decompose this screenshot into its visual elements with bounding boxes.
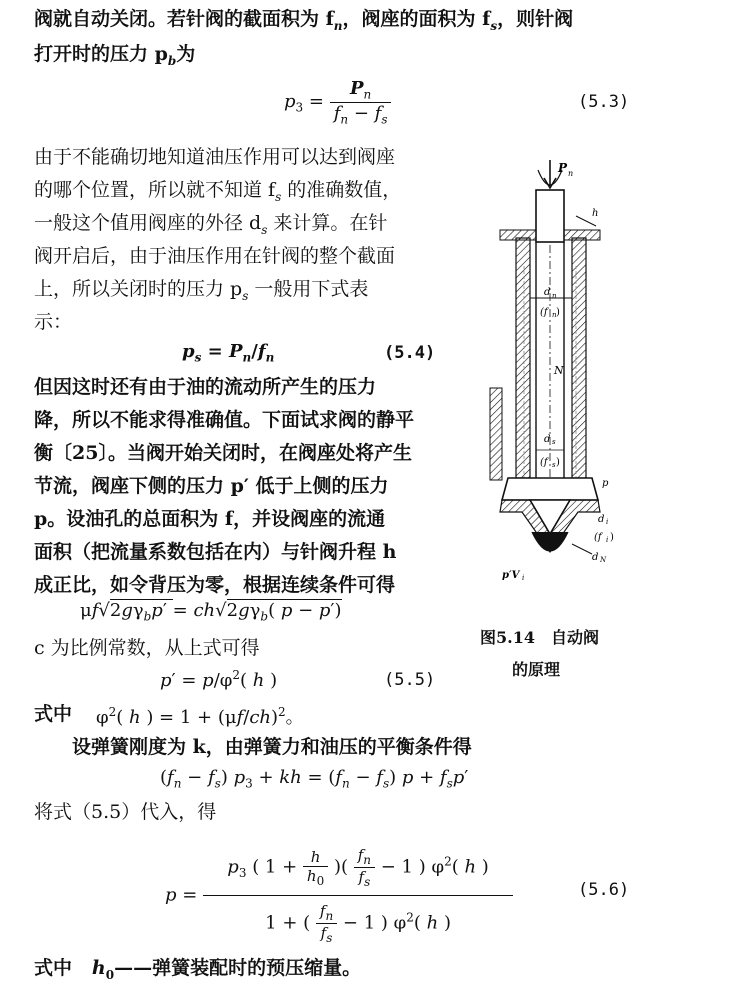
label-dn: d: [544, 287, 551, 298]
label-N: N: [554, 364, 564, 377]
equation-number-5-6: (5.6): [578, 880, 630, 900]
label-fi: (f: [594, 532, 602, 543]
text-line-2: 打开时的压力 $p_b$为: [34, 43, 196, 68]
svg-text:h: h: [592, 208, 599, 219]
label-di: d: [598, 514, 605, 525]
para-line: 式中 $h_0——$弹簧装配时的预压缩量。: [34, 957, 362, 982]
para-line: 设弹簧刚度为 k，由弹簧力和油压的平衡条件得: [72, 736, 472, 758]
para-line: 成正比，如令背压为零，根据连续条件可得: [34, 574, 396, 596]
equation-phi: $\varphi^2$( h ) = $1 + (\mu f/ch)^2$。: [96, 705, 304, 728]
para-line: 衡〔25〕。当阀开始关闭时，在阀座处将产生: [34, 442, 412, 464]
svg-text:): ): [556, 457, 560, 468]
equation-5-3: $p_3$ = $\frac{P_n}{f_n - f_s}$: [284, 78, 391, 126]
para-line: 的哪个位置，所以就不知道 $f_s$ 的准确数值，: [34, 179, 402, 204]
svg-text:i: i: [522, 574, 525, 582]
para-line: 示：: [34, 311, 73, 333]
para-line: 但因这时还有由于油的流动所产生的压力: [34, 376, 377, 398]
svg-text:): ): [556, 307, 560, 318]
para-line: 一般这个值用阀座的外径 $d_s$ 来计算。在针: [34, 212, 388, 237]
para-line: 将式（5.5）代入，得: [34, 801, 217, 823]
label-ds: d: [544, 434, 551, 445]
figure-caption-line-1: 图5.14 自动阀: [480, 628, 599, 647]
svg-text:s: s: [552, 461, 556, 469]
svg-text:n: n: [568, 169, 574, 178]
label-dN: d: [592, 552, 599, 563]
label-pV: p′V: [502, 570, 520, 581]
para-line: 降，所以不能求得准确值。下面试求阀的静平: [34, 409, 415, 431]
figure-caption-line-2: 的原理: [512, 660, 561, 679]
equation-number-5-5: (5.5): [384, 670, 436, 690]
svg-text:n: n: [552, 311, 557, 319]
equation-5-5: $p' = p/\varphi^2$( h ): [160, 668, 278, 691]
label-p: p: [602, 478, 609, 489]
para-line: 式中: [34, 703, 73, 725]
equation-5-6: p = $p_3$ ( 1 + $\frac{h}{h_0}$ )( $\frac{f_n}{f_s}$ − 1 ) $\varphi^2$( h ) 1 + ( $\frac{f_n}{f_s}$ − 1 ) $\varphi^2$( h ): [165, 846, 513, 945]
equation-number-5-4: (5.4): [384, 343, 436, 363]
equation-number-5-3: (5.3): [578, 92, 630, 112]
svg-text:i: i: [606, 518, 609, 526]
para-line: 上，所以关闭时的压力 $p_s$ 一般用下式表: [34, 278, 369, 303]
label-fs: (f: [540, 457, 548, 468]
para-line: p。设油孔的总面积为 f，并设阀座的流通: [34, 508, 386, 530]
label-fn: (f: [540, 307, 548, 318]
equation-continuity: $\mu f√2g\gamma_bp' = ch√2g\gamma_b$( p − p′): [80, 600, 342, 624]
svg-text:s: s: [552, 438, 556, 446]
para-line: c 为比例常数，从上式可得: [34, 637, 260, 659]
equation-balance: $(f_n - f_s) p_3$ + kh = $(f_n - f_s) p + f_sp'$: [160, 767, 469, 791]
para-line: 阀开启后，由于油压作用在针阀的整个截面: [34, 245, 396, 267]
svg-text:N: N: [600, 556, 607, 564]
svg-text:): ): [610, 532, 614, 543]
para-line: 面积（把流量系数包括在内）与针阀升程 h: [34, 541, 397, 563]
para-line: 由于不能确切地知道油压作用可以达到阀座: [34, 146, 396, 168]
svg-text:i: i: [606, 536, 609, 544]
text-line-1: 阀就自动关闭。若针阀的截面积为 $f_n$，阀座的面积为 $f_s$，则针阀: [34, 8, 574, 33]
svg-text:n: n: [552, 292, 557, 300]
equation-5-4: $p_s = P_n/f_n$: [182, 341, 275, 365]
label-Pn: P: [558, 161, 568, 175]
para-line: 节流，阀座下侧的压力 p′ 低于上侧的压力: [34, 475, 389, 497]
figure-valve-diagram: [488, 150, 628, 600]
